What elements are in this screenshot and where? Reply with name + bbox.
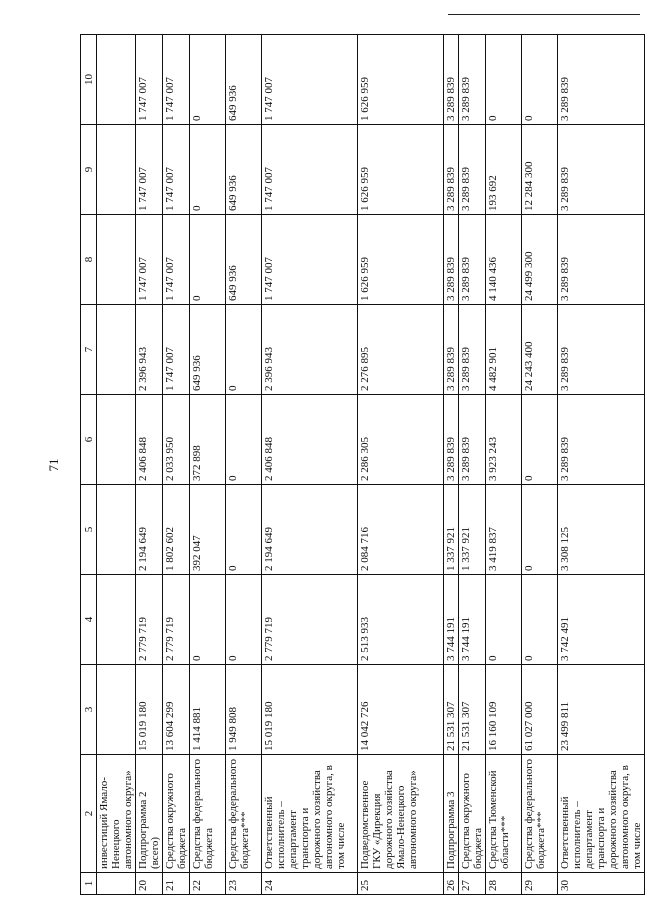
value-cell <box>97 215 136 305</box>
value-cell: 23 499 811 <box>558 665 645 755</box>
value-cell: 3 289 839 <box>459 125 486 215</box>
value-cell: 2 406 848 <box>136 395 163 485</box>
value-cell <box>97 395 136 485</box>
value-cell: 1 337 921 <box>459 485 486 575</box>
value-cell: 12 284 300 <box>522 125 558 215</box>
table-row <box>444 35 459 895</box>
value-cell: 2 406 848 <box>262 395 358 485</box>
value-cell: 649 936 <box>226 35 262 125</box>
row-index: 30 <box>558 873 645 895</box>
value-cell: 3 289 839 <box>459 305 486 395</box>
value-cell: 0 <box>522 35 558 125</box>
value-cell: 0 <box>226 575 262 665</box>
rotated-table-container <box>46 35 643 895</box>
row-name: Средства Тюменской области*** <box>486 755 522 873</box>
value-cell: 24 243 400 <box>522 305 558 395</box>
value-cell: 1 802 602 <box>163 485 190 575</box>
value-cell: 2 779 719 <box>136 575 163 665</box>
value-cell: 2 033 950 <box>163 395 190 485</box>
value-cell: 3 308 125 <box>558 485 645 575</box>
row-index: 22 <box>190 873 226 895</box>
value-cell <box>97 575 136 665</box>
value-cell: 2 396 943 <box>136 305 163 395</box>
row-name: Подпрограмма 2 (всего) <box>136 755 163 873</box>
value-cell: 16 160 109 <box>486 665 522 755</box>
row-name: Средства окружного бюджета <box>163 755 190 873</box>
value-cell: 14 042 726 <box>358 665 444 755</box>
value-cell <box>97 305 136 395</box>
table-row <box>136 35 163 895</box>
value-cell: 3 289 839 <box>444 125 459 215</box>
value-cell: 3 419 837 <box>486 485 522 575</box>
budget-table <box>80 34 645 895</box>
value-cell: 3 289 839 <box>459 35 486 125</box>
value-cell: 2 084 716 <box>358 485 444 575</box>
value-cell: 0 <box>522 395 558 485</box>
value-cell: 1 414 881 <box>190 665 226 755</box>
column-header: 8 <box>81 215 97 305</box>
value-cell: 3 744 191 <box>459 575 486 665</box>
value-cell: 3 742 491 <box>558 575 645 665</box>
table-row <box>97 35 136 895</box>
value-cell: 2 194 649 <box>262 485 358 575</box>
value-cell: 0 <box>226 305 262 395</box>
value-cell: 13 604 299 <box>163 665 190 755</box>
value-cell: 0 <box>226 395 262 485</box>
table-row <box>226 35 262 895</box>
value-cell: 2 286 305 <box>358 395 444 485</box>
value-cell: 649 936 <box>190 305 226 395</box>
value-cell: 0 <box>522 575 558 665</box>
table-body <box>97 35 645 895</box>
value-cell: 2 276 895 <box>358 305 444 395</box>
value-cell: 2 194 649 <box>136 485 163 575</box>
value-cell: 1 747 007 <box>163 305 190 395</box>
value-cell: 21 531 307 <box>444 665 459 755</box>
table-row <box>190 35 226 895</box>
value-cell: 0 <box>190 35 226 125</box>
value-cell: 3 744 191 <box>444 575 459 665</box>
value-cell: 3 289 839 <box>444 305 459 395</box>
row-index <box>97 873 136 895</box>
column-header: 2 <box>81 755 97 873</box>
value-cell: 24 499 300 <box>522 215 558 305</box>
value-cell: 1 747 007 <box>262 215 358 305</box>
value-cell <box>97 665 136 755</box>
value-cell: 0 <box>190 125 226 215</box>
value-cell <box>97 35 136 125</box>
row-name: Подведомственное ГКУ «Дирекция дорожного хозяйства Ямало-Ненецкого автономного округа» <box>358 755 444 873</box>
value-cell: 1 747 007 <box>163 35 190 125</box>
table-row <box>163 35 190 895</box>
value-cell: 15 019 180 <box>136 665 163 755</box>
column-header: 1 <box>81 873 97 895</box>
value-cell: 193 692 <box>486 125 522 215</box>
value-cell: 21 531 307 <box>459 665 486 755</box>
page-number: 71 <box>46 458 61 472</box>
header-rule <box>448 14 640 15</box>
value-cell: 3 289 839 <box>459 215 486 305</box>
column-header: 7 <box>81 305 97 395</box>
value-cell: 649 936 <box>226 215 262 305</box>
row-index: 23 <box>226 873 262 895</box>
value-cell: 3 289 839 <box>444 35 459 125</box>
value-cell: 3 289 839 <box>558 215 645 305</box>
value-cell: 3 289 839 <box>558 305 645 395</box>
table-row <box>262 35 358 895</box>
row-index: 29 <box>522 873 558 895</box>
row-index: 25 <box>358 873 444 895</box>
row-name: инвестиций Ямало-Ненецкого автономного округа» <box>97 755 136 873</box>
value-cell: 1 949 808 <box>226 665 262 755</box>
row-name: Ответственный исполнитель – департамент транспорта и дорожного хозяйства автономного округа, в том числе <box>262 755 358 873</box>
row-name: Средства окружного бюджета <box>459 755 486 873</box>
value-cell: 3 289 839 <box>558 35 645 125</box>
value-cell: 3 289 839 <box>444 395 459 485</box>
value-cell: 1 337 921 <box>444 485 459 575</box>
column-header: 9 <box>81 125 97 215</box>
value-cell: 1 747 007 <box>262 125 358 215</box>
value-cell: 2 396 943 <box>262 305 358 395</box>
value-cell: 1 747 007 <box>136 125 163 215</box>
row-index: 20 <box>136 873 163 895</box>
column-header: 5 <box>81 485 97 575</box>
row-name: Средства федерального бюджета <box>190 755 226 873</box>
value-cell: 0 <box>226 485 262 575</box>
table-row <box>558 35 645 895</box>
value-cell: 392 047 <box>190 485 226 575</box>
table-row <box>486 35 522 895</box>
value-cell: 649 936 <box>226 125 262 215</box>
value-cell: 0 <box>190 215 226 305</box>
table-row <box>459 35 486 895</box>
value-cell: 1 626 959 <box>358 125 444 215</box>
value-cell: 15 019 180 <box>262 665 358 755</box>
value-cell: 3 289 839 <box>459 395 486 485</box>
value-cell: 61 027 000 <box>522 665 558 755</box>
row-name: Подпрограмма 3 <box>444 755 459 873</box>
value-cell: 3 289 839 <box>558 125 645 215</box>
value-cell: 0 <box>522 485 558 575</box>
table-row <box>522 35 558 895</box>
row-index: 21 <box>163 873 190 895</box>
value-cell: 1 747 007 <box>136 35 163 125</box>
value-cell: 1 626 959 <box>358 35 444 125</box>
table-header-row <box>81 35 97 895</box>
value-cell: 0 <box>486 35 522 125</box>
value-cell: 0 <box>486 575 522 665</box>
value-cell: 2 779 719 <box>262 575 358 665</box>
row-index: 28 <box>486 873 522 895</box>
row-name: Ответственный исполнитель – департамент транспорта и дорожного хозяйства автономного округа, в том числе <box>558 755 645 873</box>
value-cell: 1 626 959 <box>358 215 444 305</box>
value-cell: 1 747 007 <box>163 215 190 305</box>
value-cell <box>97 125 136 215</box>
value-cell <box>97 485 136 575</box>
value-cell: 4 140 436 <box>486 215 522 305</box>
row-name: Средства федерального бюджета*** <box>522 755 558 873</box>
value-cell: 372 898 <box>190 395 226 485</box>
column-header: 3 <box>81 665 97 755</box>
value-cell: 1 747 007 <box>163 125 190 215</box>
column-header: 6 <box>81 395 97 485</box>
value-cell: 0 <box>190 575 226 665</box>
value-cell: 4 482 901 <box>486 305 522 395</box>
value-cell: 3 289 839 <box>558 395 645 485</box>
value-cell: 2 513 933 <box>358 575 444 665</box>
row-index: 26 <box>444 873 459 895</box>
value-cell: 3 289 839 <box>444 215 459 305</box>
row-name: Средства федерального бюджета*** <box>226 755 262 873</box>
value-cell: 1 747 007 <box>136 215 163 305</box>
value-cell: 2 779 719 <box>163 575 190 665</box>
value-cell: 3 923 243 <box>486 395 522 485</box>
table-row <box>358 35 444 895</box>
column-header: 10 <box>81 35 97 125</box>
column-header: 4 <box>81 575 97 665</box>
row-index: 24 <box>262 873 358 895</box>
value-cell: 1 747 007 <box>262 35 358 125</box>
row-index: 27 <box>459 873 486 895</box>
